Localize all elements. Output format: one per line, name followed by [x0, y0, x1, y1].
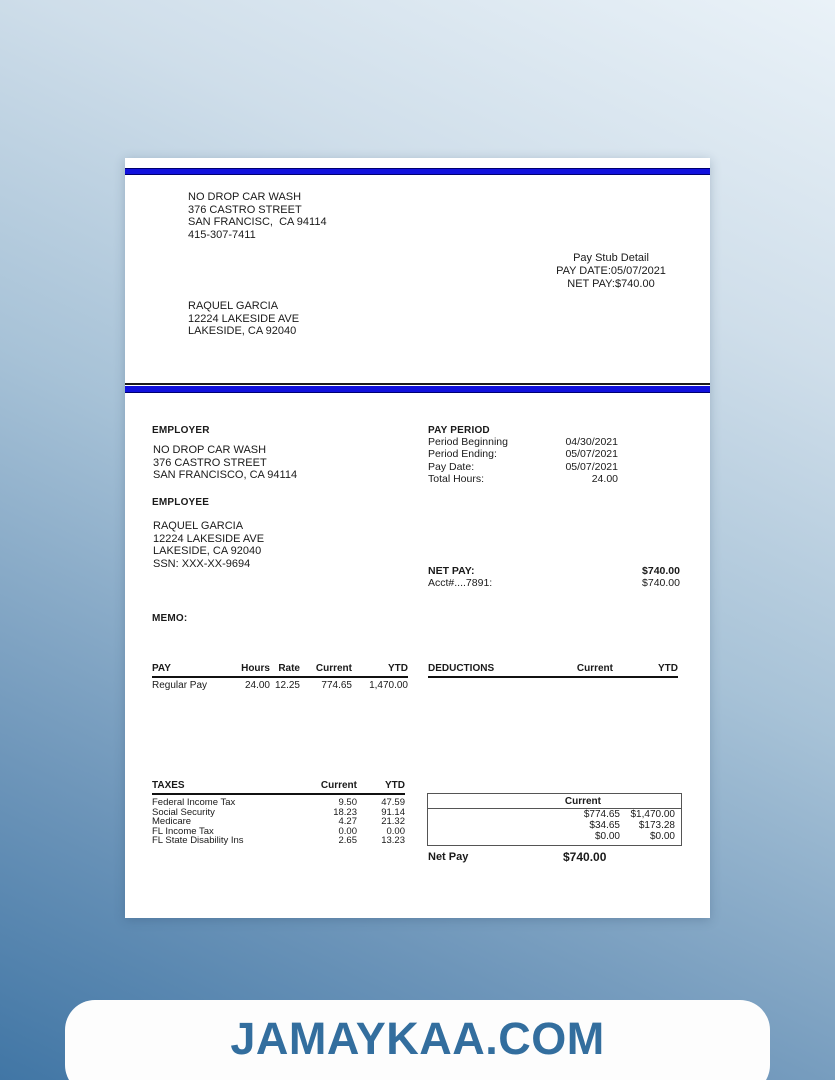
pay-period-label: PAY PERIOD: [428, 425, 490, 436]
paystub-document: [125, 158, 710, 918]
totals-current-cell: $0.00: [594, 831, 620, 842]
employer-street: 376 CASTRO STREET: [153, 456, 267, 469]
net-pay-value: $740.00: [642, 565, 680, 577]
tax-name-cell: FL Income Tax: [152, 825, 214, 837]
pay-date-label: Pay Date:: [428, 460, 475, 473]
employee-ssn: SSN: XXX-XX-9694: [153, 557, 251, 570]
taxes-table-header: [152, 780, 405, 795]
taxes-table: [152, 780, 405, 846]
employer-block: [153, 444, 297, 482]
pay-rate-cell: 12.25: [274, 680, 300, 691]
deductions-col-header: DEDUCTIONS: [428, 663, 495, 674]
current-col-header: Current: [315, 663, 352, 674]
totals-box-header: Current: [428, 794, 681, 809]
top-blue-rule: [125, 168, 710, 175]
totals-row-deductions: [428, 831, 681, 842]
recipient-city: LAKESIDE, CA 92040: [188, 325, 297, 337]
employee-label: EMPLOYEE: [152, 497, 210, 508]
company-name: NO DROP CAR WASH: [188, 191, 302, 203]
net-pay-summary-row: [428, 565, 680, 577]
pay-ytd-cell: 1,470.00: [369, 680, 408, 691]
tax-row-fl-disability: [152, 836, 405, 846]
employee-city: LAKESIDE, CA 92040: [153, 545, 262, 557]
tax-current-cell: 18.23: [333, 806, 357, 818]
net-pay-total-value: $740.00: [563, 850, 607, 864]
stub-detail-title: Pay Stub Detail: [573, 252, 649, 264]
tax-current-cell: 2.65: [338, 835, 357, 847]
totals-ytd-cell: $1,470.00: [630, 809, 675, 820]
company-phone: 415-307-7411: [188, 228, 256, 241]
totals-ytd-cell: $173.28: [638, 820, 675, 831]
taxes-current-header: Current: [320, 780, 357, 791]
tax-ytd-cell: 13.23: [381, 835, 405, 847]
watermark-text: JAMAYKAA.COM: [230, 1013, 605, 1064]
employer-city: SAN FRANCISCO, CA 94114: [153, 469, 298, 481]
totals-current-cell: $34.65: [589, 820, 620, 831]
tax-current-cell: 9.50: [338, 797, 357, 808]
total-hours-value: 24.00: [591, 472, 618, 485]
pay-name-cell: Regular Pay: [152, 680, 208, 691]
pay-table-row: [152, 678, 408, 691]
tax-name-cell: Social Security: [152, 806, 215, 818]
company-street: 376 CASTRO STREET: [188, 203, 302, 216]
tax-ytd-cell: 0.00: [386, 825, 405, 837]
pay-current-cell: 774.65: [321, 680, 352, 691]
employee-street: 12224 LAKESIDE AVE: [153, 532, 265, 545]
acct-value: $740.00: [642, 577, 680, 589]
tax-ytd-cell: 47.59: [381, 797, 405, 808]
acct-label: Acct#....7891:: [428, 577, 493, 589]
total-hours-label: Total Hours:: [428, 472, 485, 485]
watermark-banner: [65, 1000, 770, 1080]
tax-name-cell: FL State Disability Ins: [152, 835, 244, 847]
totals-box: [427, 793, 682, 846]
total-hours-row: [428, 473, 618, 485]
tax-ytd-cell: 91.14: [381, 806, 405, 818]
tax-ytd-cell: 21.32: [381, 816, 405, 828]
employer-name: NO DROP CAR WASH: [153, 444, 267, 456]
stub-net-pay: NET PAY:$740.00: [567, 278, 655, 290]
net-pay-total-label: Net Pay: [428, 851, 469, 863]
tax-current-cell: 4.27: [338, 816, 357, 828]
period-beginning-row: [428, 436, 618, 448]
company-city: SAN FRANCISC, CA 94114: [188, 216, 327, 228]
pay-period-rows: [428, 436, 618, 485]
totals-row-gross: [428, 809, 681, 820]
pay-hours-cell: 24.00: [244, 680, 270, 691]
rate-col-header: Rate: [278, 663, 300, 674]
memo-label: MEMO:: [152, 613, 188, 624]
section-divider-rule: [125, 383, 710, 393]
hours-col-header: Hours: [241, 663, 270, 674]
taxes-col-header: TAXES: [152, 780, 185, 791]
acct-row: [428, 577, 680, 589]
employee-block: [153, 520, 264, 570]
net-pay-label: NET PAY:: [428, 565, 475, 577]
pay-date-value: 05/07/2021: [565, 460, 618, 473]
tax-name-cell: Federal Income Tax: [152, 797, 236, 808]
taxes-ytd-header: YTD: [385, 780, 405, 791]
pay-table: [152, 663, 408, 691]
deductions-current-header: Current: [576, 663, 613, 674]
period-beginning-value: 04/30/2021: [565, 436, 618, 448]
tax-current-cell: 0.00: [338, 825, 357, 837]
totals-row-taxes: [428, 820, 681, 831]
company-header-block: [188, 191, 327, 241]
ytd-col-header: YTD: [388, 663, 408, 674]
stub-pay-date: PAY DATE:05/07/2021: [556, 265, 666, 277]
recipient-street: 12224 LAKESIDE AVE: [188, 312, 300, 325]
totals-current-cell: $774.65: [583, 809, 620, 820]
deductions-table-header: [428, 663, 678, 678]
stub-detail-block: [486, 252, 736, 291]
period-beginning-label: Period Beginning: [428, 436, 508, 448]
period-ending-row: [428, 448, 618, 460]
totals-ytd-cell: $0.00: [649, 831, 675, 842]
deductions-ytd-header: YTD: [658, 663, 678, 674]
recipient-name: RAQUEL GARCIA: [188, 300, 279, 312]
deductions-table: [428, 663, 678, 678]
period-ending-label: Period Ending:: [428, 448, 497, 461]
employer-label: EMPLOYER: [152, 425, 210, 436]
employee-name: RAQUEL GARCIA: [153, 520, 244, 532]
pay-table-header: [152, 663, 408, 678]
pay-col-header: PAY: [152, 663, 171, 674]
tax-name-cell: Medicare: [152, 816, 192, 828]
period-ending-value: 05/07/2021: [565, 448, 618, 461]
recipient-address-block: [188, 300, 299, 338]
pay-date-row: [428, 461, 618, 473]
